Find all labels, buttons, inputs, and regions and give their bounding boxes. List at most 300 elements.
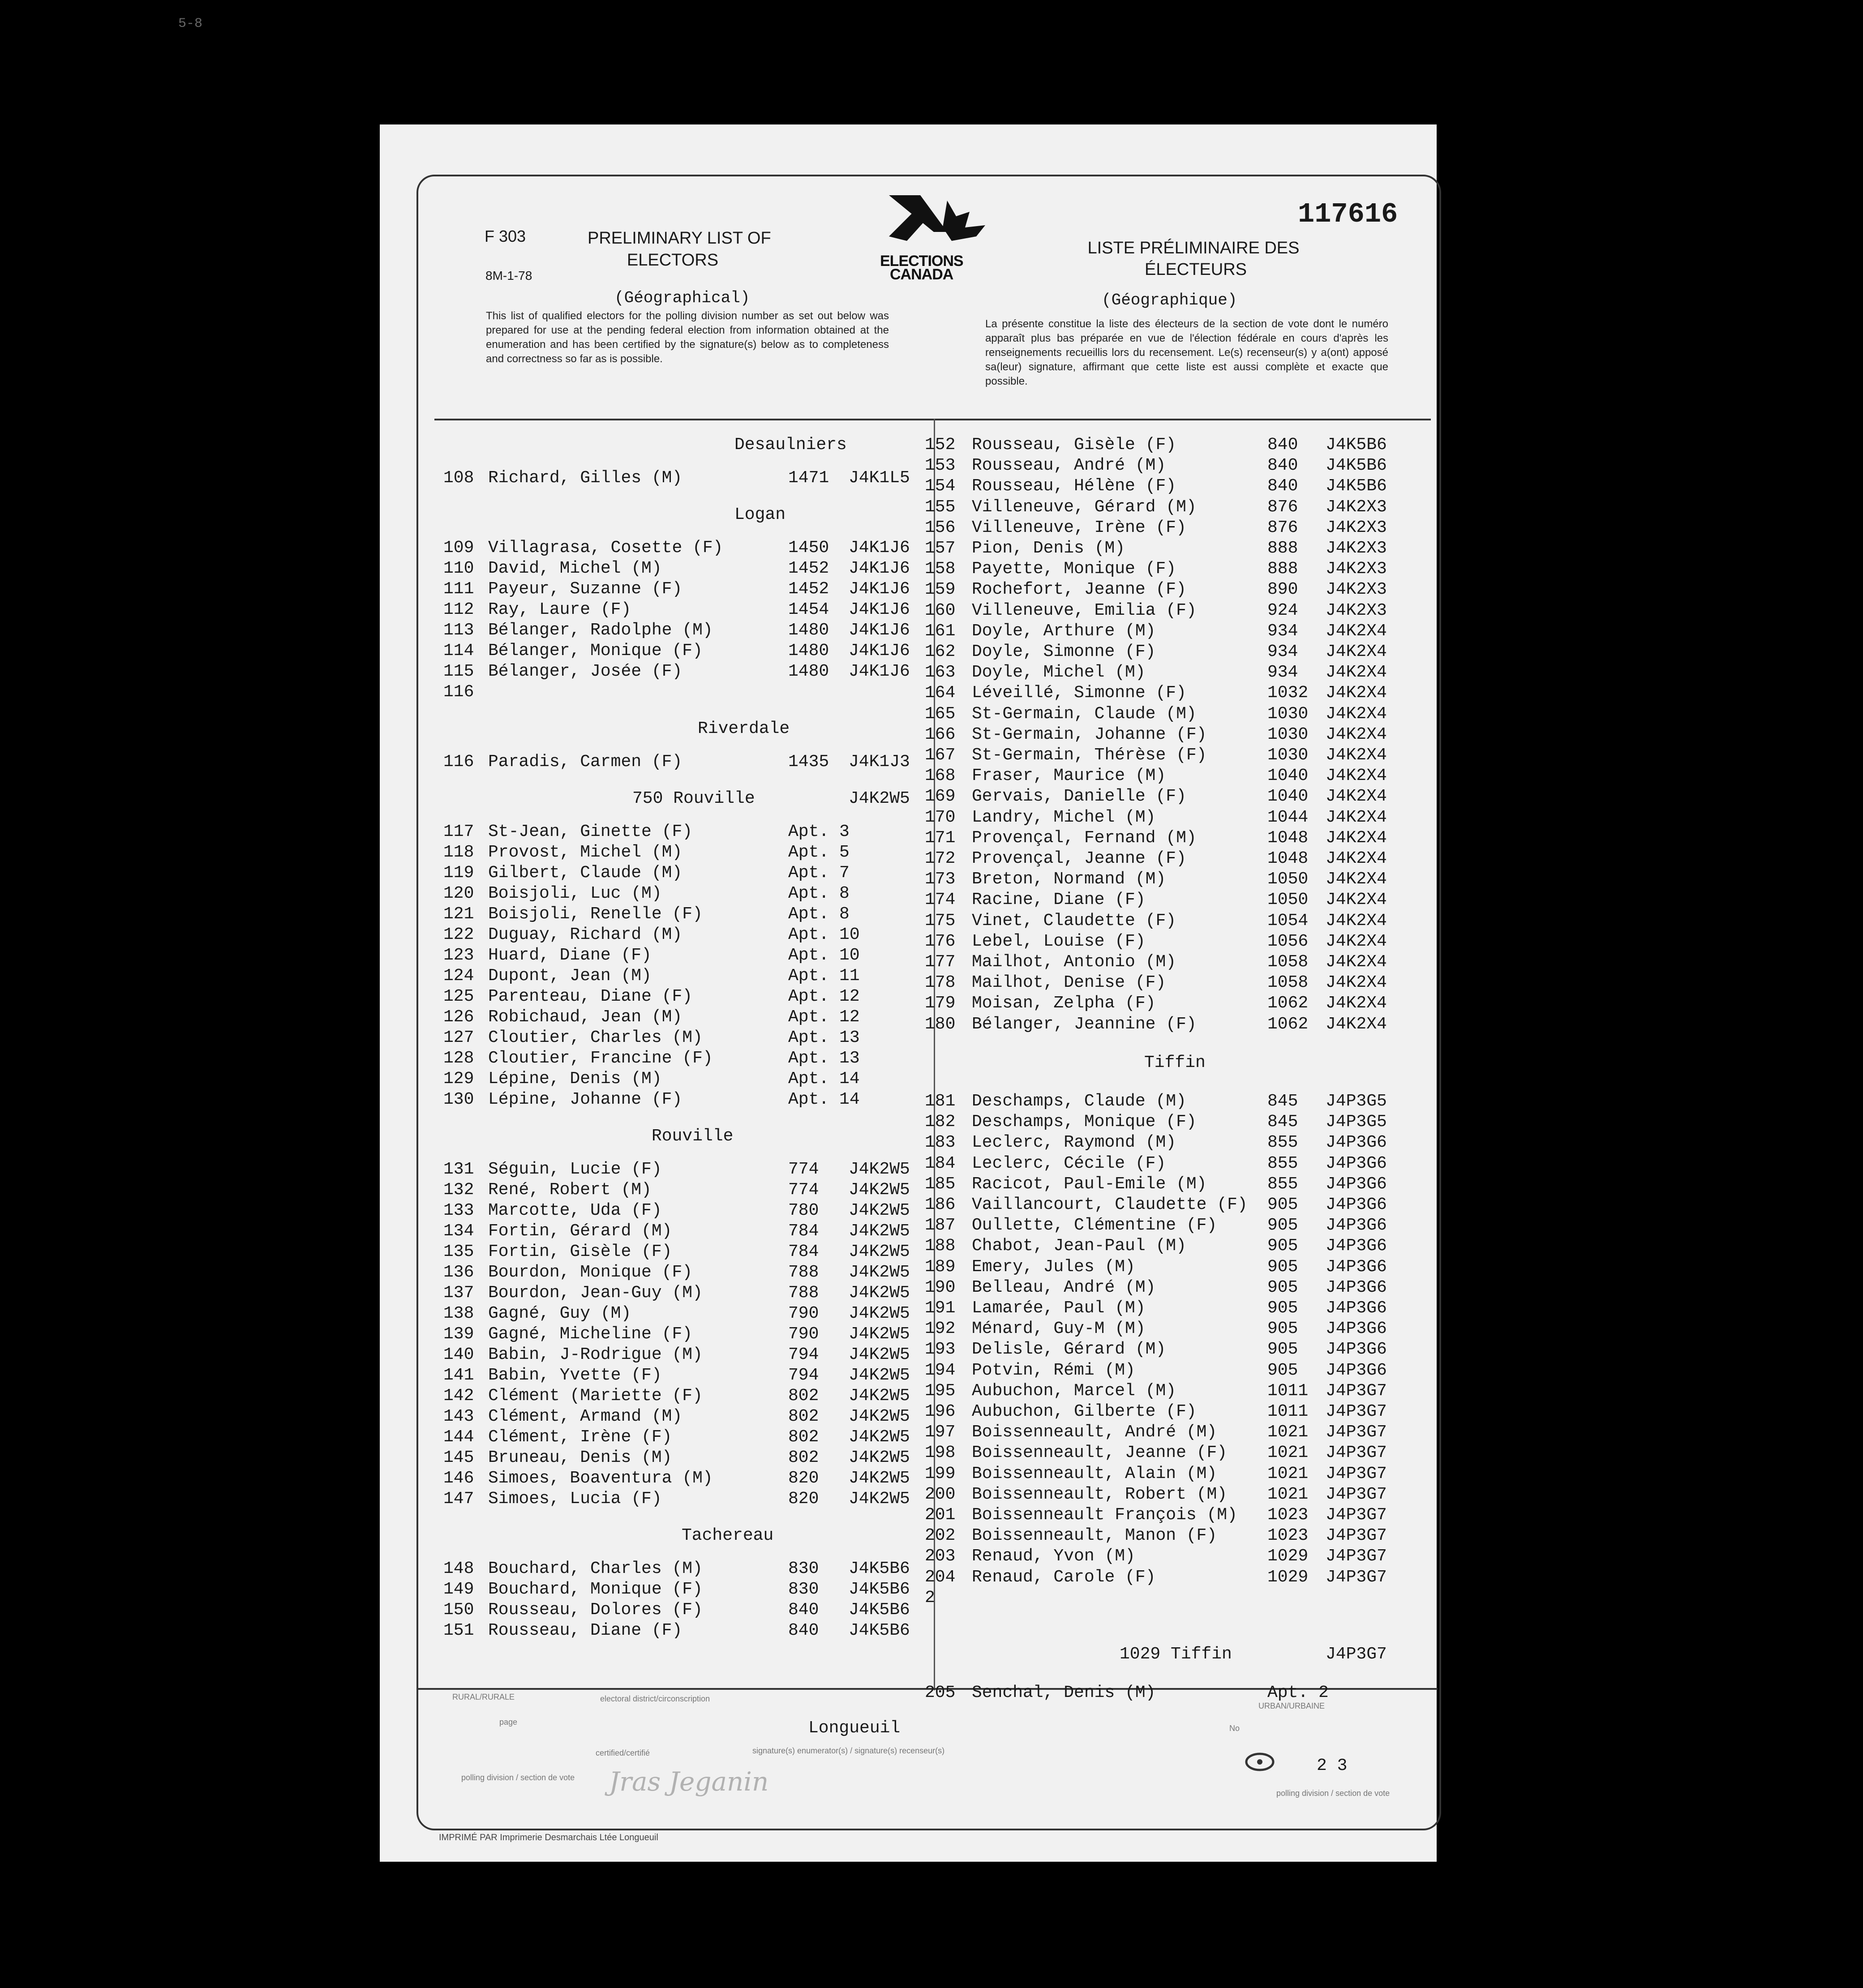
entry-name: Simoes, Boaventura (M) bbox=[488, 1469, 713, 1488]
entry-address: 1032 bbox=[1267, 683, 1309, 703]
entry-number: 179 bbox=[925, 994, 956, 1013]
entry-address: 905 bbox=[1267, 1319, 1298, 1339]
logo-line2: CANADA bbox=[890, 266, 953, 283]
entry-number: 185 bbox=[925, 1174, 956, 1194]
entry-address: 1023 bbox=[1267, 1505, 1309, 1525]
entry-postal-code: J4K2W5 bbox=[849, 1407, 910, 1426]
entry-postal-code: J4K2X3 bbox=[1326, 600, 1387, 620]
entry-name: Ray, Laure (F) bbox=[488, 600, 631, 619]
entry-postal-code: J4P3G7 bbox=[1326, 1484, 1387, 1504]
entry-postal-code: J4K2W5 bbox=[849, 1283, 910, 1302]
certified-label: certified/certifié bbox=[596, 1748, 650, 1757]
entry-name: Emery, Jules (M) bbox=[972, 1257, 1135, 1277]
entry-address: 840 bbox=[1267, 435, 1298, 454]
entry-postal-code: J4K5B6 bbox=[849, 1600, 910, 1620]
entry-postal-code: J4K5B6 bbox=[849, 1621, 910, 1640]
entry-name: Dupont, Jean (M) bbox=[488, 966, 652, 985]
entry-number: 141 bbox=[443, 1366, 474, 1385]
entry-number: 178 bbox=[925, 973, 956, 993]
entry-name: Leclerc, Cécile (F) bbox=[972, 1153, 1166, 1173]
entry-name: Senchal, Denis (M) bbox=[972, 1683, 1156, 1703]
entry-postal-code: J4K2X4 bbox=[1326, 911, 1387, 930]
entry-address: 788 bbox=[788, 1263, 819, 1282]
entry-postal-code: J4K2W5 bbox=[849, 1263, 910, 1282]
entry-address: Apt. 2 bbox=[1267, 1683, 1329, 1703]
entry-number: 136 bbox=[443, 1263, 474, 1282]
entry-number: 122 bbox=[443, 925, 474, 944]
entry-postal-code: J4K2X4 bbox=[1326, 952, 1387, 972]
entry-address: 1011 bbox=[1267, 1381, 1309, 1401]
entry-postal-code: J4K2X3 bbox=[1326, 518, 1387, 537]
entry-address: 840 bbox=[788, 1621, 819, 1640]
entry-name: Oullette, Clémentine (F) bbox=[972, 1216, 1217, 1235]
entry-number: 151 bbox=[443, 1621, 474, 1640]
entry-number: 123 bbox=[443, 946, 474, 965]
entry-number: 158 bbox=[925, 559, 956, 579]
entry-postal-code: J4K1J6 bbox=[849, 662, 910, 681]
entry-address: Apt. 13 bbox=[788, 1028, 860, 1047]
entry-address: 876 bbox=[1267, 518, 1298, 537]
entry-postal-code: J4K2X4 bbox=[1326, 828, 1387, 848]
entry-name: Renaud, Yvon (M) bbox=[972, 1547, 1135, 1566]
entry-name: Bélanger, Jeannine (F) bbox=[972, 1014, 1197, 1034]
entry-number: 176 bbox=[925, 931, 956, 951]
entry-address: Apt. 7 bbox=[788, 863, 850, 883]
entry-number: 163 bbox=[925, 663, 956, 682]
entry-postal-code: J4K2W5 bbox=[849, 1160, 910, 1179]
entry-address: 790 bbox=[788, 1304, 819, 1323]
entry-number: 130 bbox=[443, 1090, 474, 1109]
entry-number: 147 bbox=[443, 1489, 474, 1508]
entry-number: 127 bbox=[443, 1028, 474, 1047]
entry-name: St-Germain, Johanne (F) bbox=[972, 724, 1207, 744]
title-en-line1: PRELIMINARY LIST OF bbox=[588, 229, 771, 248]
entry-postal-code: J4P3G7 bbox=[1326, 1422, 1387, 1442]
entry-postal-code: J4P3G6 bbox=[1326, 1195, 1387, 1214]
signature-label: signature(s) enumerator(s) / signature(s) recenseur(s) bbox=[752, 1746, 945, 1755]
entry-name: Aubuchon, Marcel (M) bbox=[972, 1381, 1176, 1401]
entry-address: 1030 bbox=[1267, 746, 1309, 765]
entry-postal-code: J4P3G6 bbox=[1326, 1133, 1387, 1153]
entry-address: 876 bbox=[1267, 497, 1298, 517]
entry-name: Richard, Gilles (M) bbox=[488, 468, 683, 488]
entry-number: 203 bbox=[925, 1547, 956, 1566]
entry-number: 200 bbox=[925, 1484, 956, 1504]
entry-number: 160 bbox=[925, 600, 956, 620]
entry-name: Villeneuve, Emilia (F) bbox=[972, 600, 1197, 620]
entry-name: Boissenneault, André (M) bbox=[972, 1422, 1217, 1442]
entry-name: Racicot, Paul-Emile (M) bbox=[972, 1174, 1207, 1194]
entry-address: Apt. 11 bbox=[788, 966, 860, 985]
rural-label: RURAL/RURALE bbox=[452, 1692, 515, 1701]
entry-name: Simoes, Lucia (F) bbox=[488, 1489, 662, 1508]
description-en: This list of qualified electors for the polling division number as set out below was prepared for use at the pending federal election from information obtained at the enumeration and has been certified by the signature(s) below as to completeness and correctness so far as is possible. bbox=[486, 310, 889, 365]
entry-postal-code: J4K2W5 bbox=[849, 1448, 910, 1467]
entry-postal-code: J4K2W5 bbox=[849, 1427, 910, 1447]
entry-name: Cloutier, Francine (F) bbox=[488, 1049, 713, 1068]
entry-number: 116 bbox=[443, 752, 474, 771]
entry-number: 111 bbox=[443, 579, 474, 599]
entry-address: 1480 bbox=[788, 621, 829, 640]
street-heading: Tiffin bbox=[1144, 1053, 1206, 1072]
entry-number: 188 bbox=[925, 1236, 956, 1256]
entry-name: Duguay, Richard (M) bbox=[488, 925, 683, 944]
entry-address: 905 bbox=[1267, 1216, 1298, 1235]
entry-name: Cloutier, Charles (M) bbox=[488, 1028, 703, 1047]
entry-name: Huard, Diane (F) bbox=[488, 946, 652, 965]
entry-address: Apt. 8 bbox=[788, 904, 850, 924]
entry-address: 905 bbox=[1267, 1340, 1298, 1359]
entry-name: René, Robert (M) bbox=[488, 1180, 652, 1200]
entry-name: Lamarée, Paul (M) bbox=[972, 1298, 1146, 1318]
entry-address: 1452 bbox=[788, 559, 829, 578]
entry-postal-code: J4K2W5 bbox=[849, 1242, 910, 1261]
entry-number: 191 bbox=[925, 1298, 956, 1318]
street-postal-code: J4P3G7 bbox=[1326, 1645, 1387, 1664]
entry-postal-code: J4K2X3 bbox=[1326, 559, 1387, 579]
entry-name: Villagrasa, Cosette (F) bbox=[488, 538, 723, 557]
entry-address: Apt. 8 bbox=[788, 884, 850, 903]
entry-name: Boissenneault, Robert (M) bbox=[972, 1484, 1228, 1504]
entry-address: 1021 bbox=[1267, 1464, 1309, 1483]
entry-number: 182 bbox=[925, 1112, 956, 1132]
entry-number: 142 bbox=[443, 1386, 474, 1405]
entry-address: 1011 bbox=[1267, 1402, 1309, 1421]
entry-postal-code: J4P3G6 bbox=[1326, 1277, 1387, 1297]
entry-postal-code: J4P3G6 bbox=[1326, 1340, 1387, 1359]
entry-name: Delisle, Gérard (M) bbox=[972, 1340, 1166, 1359]
entry-postal-code: J4K2X4 bbox=[1326, 683, 1387, 703]
entry-number: 180 bbox=[925, 1014, 956, 1034]
entry-postal-code: J4K2X3 bbox=[1326, 497, 1387, 517]
entry-postal-code: J4K5B6 bbox=[1326, 456, 1387, 476]
street-heading: Tachereau bbox=[682, 1526, 774, 1545]
entry-name: Rousseau, Gisèle (F) bbox=[972, 435, 1176, 454]
entry-address: 794 bbox=[788, 1366, 819, 1385]
entry-number: 164 bbox=[925, 683, 956, 703]
entry-address: 905 bbox=[1267, 1298, 1298, 1318]
entry-name: Parenteau, Diane (F) bbox=[488, 987, 693, 1006]
entry-name: Boisjoli, Luc (M) bbox=[488, 884, 662, 903]
entry-address: 840 bbox=[1267, 456, 1298, 476]
entry-name: Bouchard, Monique (F) bbox=[488, 1580, 703, 1599]
entry-number: 148 bbox=[443, 1559, 474, 1578]
entry-name: Aubuchon, Gilberte (F) bbox=[972, 1402, 1197, 1421]
entry-address: 1048 bbox=[1267, 849, 1309, 868]
entry-postal-code: J4K2X3 bbox=[1326, 539, 1387, 558]
entry-number: 167 bbox=[925, 746, 956, 765]
entry-postal-code: J4K1J6 bbox=[849, 579, 910, 599]
entry-name: Leclerc, Raymond (M) bbox=[972, 1133, 1176, 1153]
entry-address: Apt. 3 bbox=[788, 822, 850, 841]
entry-name: Lépine, Johanne (F) bbox=[488, 1090, 683, 1109]
entry-name: Fortin, Gérard (M) bbox=[488, 1221, 672, 1241]
entry-address: 794 bbox=[788, 1345, 819, 1364]
entry-name: Gervais, Danielle (F) bbox=[972, 787, 1186, 806]
entry-address: 934 bbox=[1267, 663, 1298, 682]
entry-postal-code: J4P3G6 bbox=[1326, 1236, 1387, 1256]
entry-number: 190 bbox=[925, 1277, 956, 1297]
description-fr: La présente constitue la liste des électeurs de la section de vote dont le numéro apparaît plus bas préparée en vue de l'élection fédérale en cours d'après les renseignements recueillis lors du recensement. Le(s) recenseur(s) y a(ont) apposé sa(leur) signature, affirmant que cette liste est aussi complète et exacte que possible. bbox=[985, 318, 1388, 387]
entry-postal-code: J4K5B6 bbox=[1326, 435, 1387, 454]
entry-number: 161 bbox=[925, 621, 956, 641]
entry-name: Paradis, Carmen (F) bbox=[488, 752, 683, 771]
entry-address: Apt. 13 bbox=[788, 1049, 860, 1068]
street-heading: Logan bbox=[734, 505, 786, 524]
entry-postal-code: J4K2W5 bbox=[849, 1469, 910, 1488]
entry-postal-code: J4K2W5 bbox=[849, 1201, 910, 1220]
entry-number: 159 bbox=[925, 580, 956, 600]
entry-name: Doyle, Arthure (M) bbox=[972, 621, 1156, 641]
entry-number: 195 bbox=[925, 1381, 956, 1401]
form-code: F 303 bbox=[485, 227, 526, 245]
entry-name: Doyle, Simonne (F) bbox=[972, 642, 1156, 661]
entry-address: 1029 bbox=[1267, 1547, 1309, 1566]
entry-number: 125 bbox=[443, 987, 474, 1006]
entry-name: Clément (Mariette (F) bbox=[488, 1386, 703, 1405]
entry-postal-code: J4K1J6 bbox=[849, 538, 910, 557]
entry-name: Lépine, Denis (M) bbox=[488, 1069, 662, 1088]
entry-address: 905 bbox=[1267, 1236, 1298, 1256]
entry-name: Payette, Monique (F) bbox=[972, 559, 1176, 579]
polling-division-label-right: polling division / section de vote bbox=[1276, 1789, 1390, 1798]
entry-postal-code: J4K2X4 bbox=[1326, 663, 1387, 682]
entry-number: 199 bbox=[925, 1464, 956, 1483]
entry-number: 138 bbox=[443, 1304, 474, 1323]
entry-number: 132 bbox=[443, 1180, 474, 1200]
entry-name: Robichaud, Jean (M) bbox=[488, 1007, 683, 1027]
entry-number: 196 bbox=[925, 1402, 956, 1421]
entry-name: Rousseau, André (M) bbox=[972, 456, 1166, 476]
entry-address: 788 bbox=[788, 1283, 819, 1302]
entry-postal-code: J4K2X4 bbox=[1326, 724, 1387, 744]
entry-name: Rousseau, Dolores (F) bbox=[488, 1600, 703, 1620]
entry-address: 820 bbox=[788, 1489, 819, 1508]
entry-address: 1062 bbox=[1267, 994, 1309, 1013]
entry-name: Gagné, Micheline (F) bbox=[488, 1324, 693, 1344]
entry-address: 774 bbox=[788, 1180, 819, 1200]
entry-number: 168 bbox=[925, 766, 956, 786]
entry-address: 1030 bbox=[1267, 704, 1309, 724]
entry-number: 197 bbox=[925, 1422, 956, 1442]
entry-name: Rochefort, Jeanne (F) bbox=[972, 580, 1186, 600]
entry-address: 1062 bbox=[1267, 1014, 1309, 1034]
entry-postal-code: J4K2W5 bbox=[849, 1345, 910, 1364]
entry-number: 108 bbox=[443, 468, 474, 488]
entry-number: 174 bbox=[925, 890, 956, 910]
entry-address: 905 bbox=[1267, 1195, 1298, 1214]
entry-number: 115 bbox=[443, 662, 474, 681]
serial-number: 117616 bbox=[1298, 198, 1398, 230]
entry-address: 845 bbox=[1267, 1112, 1298, 1132]
entry-address: 1054 bbox=[1267, 911, 1309, 930]
entry-number: 146 bbox=[443, 1469, 474, 1488]
entry-name: Mailhot, Denise (F) bbox=[972, 973, 1166, 993]
entry-name: Belleau, André (M) bbox=[972, 1277, 1156, 1297]
entry-address: 1030 bbox=[1267, 724, 1309, 744]
entry-name: Bélanger, Josée (F) bbox=[488, 662, 683, 681]
entry-postal-code: J4K5B6 bbox=[849, 1559, 910, 1578]
entry-address: 1050 bbox=[1267, 890, 1309, 910]
entry-name: Pion, Denis (M) bbox=[972, 539, 1125, 558]
entry-address: 888 bbox=[1267, 559, 1298, 579]
entry-number: 170 bbox=[925, 807, 956, 827]
entry-address: 1023 bbox=[1267, 1526, 1309, 1546]
entry-address: Apt. 14 bbox=[788, 1069, 860, 1088]
entry-address: 830 bbox=[788, 1580, 819, 1599]
entry-name: Villeneuve, Gérard (M) bbox=[972, 497, 1197, 517]
entry-address: 1021 bbox=[1267, 1484, 1309, 1504]
entry-address: 924 bbox=[1267, 600, 1298, 620]
entry-name: Boissenneault, Manon (F) bbox=[972, 1526, 1217, 1546]
entry-name: Fraser, Maurice (M) bbox=[972, 766, 1166, 786]
entry-number: 118 bbox=[443, 843, 474, 862]
electoral-district: Longueuil bbox=[808, 1718, 901, 1738]
urban-label: URBAN/URBAINE bbox=[1258, 1701, 1325, 1710]
entry-name: Bouchard, Charles (M) bbox=[488, 1559, 703, 1578]
entry-number: 166 bbox=[925, 724, 956, 744]
entry-name: Boissenneault François (M) bbox=[972, 1505, 1237, 1525]
entry-postal-code: J4K5B6 bbox=[849, 1580, 910, 1599]
street-postal-code: J4K2W5 bbox=[849, 789, 910, 808]
entry-address: 1058 bbox=[1267, 952, 1309, 972]
entry-address: 845 bbox=[1267, 1092, 1298, 1111]
entry-name: Gilbert, Claude (M) bbox=[488, 863, 683, 883]
corner-marks: 5-8 bbox=[178, 16, 203, 31]
entry-postal-code: J4K2X4 bbox=[1326, 642, 1387, 661]
entry-address: 830 bbox=[788, 1559, 819, 1578]
entry-address: 1480 bbox=[788, 641, 829, 660]
entry-postal-code: J4K2W5 bbox=[849, 1386, 910, 1405]
entry-number: 181 bbox=[925, 1092, 956, 1111]
entry-name: Racine, Diane (F) bbox=[972, 890, 1146, 910]
entry-name: Clément, Armand (M) bbox=[488, 1407, 683, 1426]
entry-postal-code: J4K5B6 bbox=[1326, 476, 1387, 496]
entry-name: Moisan, Zelpha (F) bbox=[972, 994, 1156, 1013]
entry-address: Apt. 10 bbox=[788, 946, 860, 965]
entry-address: 905 bbox=[1267, 1277, 1298, 1297]
entry-postal-code: J4K2W5 bbox=[849, 1489, 910, 1508]
entry-address: 855 bbox=[1267, 1133, 1298, 1153]
entry-number: 187 bbox=[925, 1216, 956, 1235]
entry-address: 784 bbox=[788, 1242, 819, 1261]
entry-number: 177 bbox=[925, 952, 956, 972]
entry-number: 172 bbox=[925, 849, 956, 868]
entry-postal-code: J4P3G7 bbox=[1326, 1443, 1387, 1463]
entry-address: 1050 bbox=[1267, 870, 1309, 889]
entry-name: Landry, Michel (M) bbox=[972, 807, 1156, 827]
entry-postal-code: J4K2X4 bbox=[1326, 931, 1387, 951]
entry-postal-code: J4K2X4 bbox=[1326, 890, 1387, 910]
entry-postal-code: J4P3G5 bbox=[1326, 1112, 1387, 1132]
entry-postal-code: J4P3G7 bbox=[1326, 1567, 1387, 1587]
entry-number: 112 bbox=[443, 600, 474, 619]
entry-postal-code: J4P3G6 bbox=[1326, 1174, 1387, 1194]
entry-name: Deschamps, Monique (F) bbox=[972, 1112, 1197, 1132]
entry-name: Léveillé, Simonne (F) bbox=[972, 683, 1186, 703]
entry-postal-code: J4K2X4 bbox=[1326, 807, 1387, 827]
entry-postal-code: J4K1J6 bbox=[849, 621, 910, 640]
entry-number: 155 bbox=[925, 497, 956, 517]
entry-number: 119 bbox=[443, 863, 474, 883]
entry-number: 171 bbox=[925, 828, 956, 848]
entry-postal-code: J4K2W5 bbox=[849, 1304, 910, 1323]
entry-address: 840 bbox=[788, 1600, 819, 1620]
entry-number: 189 bbox=[925, 1257, 956, 1277]
entry-name: Provost, Michel (M) bbox=[488, 843, 683, 862]
entry-number: 186 bbox=[925, 1195, 956, 1214]
entry-postal-code: J4K1J6 bbox=[849, 641, 910, 660]
entry-number: 175 bbox=[925, 911, 956, 930]
entry-postal-code: J4K2X4 bbox=[1326, 746, 1387, 765]
entry-address: 855 bbox=[1267, 1153, 1298, 1173]
entry-name: Boissenneault, Jeanne (F) bbox=[972, 1443, 1228, 1463]
subtitle-en: (Géographical) bbox=[614, 289, 750, 307]
entry-name: Payeur, Suzanne (F) bbox=[488, 579, 683, 599]
entry-number: 193 bbox=[925, 1340, 956, 1359]
entry-postal-code: J4K1J6 bbox=[849, 559, 910, 578]
entry-number: 183 bbox=[925, 1133, 956, 1153]
entry-postal-code: J4P3G6 bbox=[1326, 1360, 1387, 1380]
entry-name: Potvin, Rémi (M) bbox=[972, 1360, 1135, 1380]
entry-address: 1021 bbox=[1267, 1443, 1309, 1463]
entry-postal-code: J4K2X4 bbox=[1326, 994, 1387, 1013]
number-label: No bbox=[1229, 1724, 1240, 1733]
entry-name: Chabot, Jean-Paul (M) bbox=[972, 1236, 1186, 1256]
entry-postal-code: J4K2X4 bbox=[1326, 787, 1387, 806]
entry-postal-code: J4K2W5 bbox=[849, 1366, 910, 1385]
entry-name: Ménard, Guy-M (M) bbox=[972, 1319, 1146, 1339]
entry-number: 192 bbox=[925, 1319, 956, 1339]
entry-address: 890 bbox=[1267, 580, 1298, 600]
entry-name: Doyle, Michel (M) bbox=[972, 663, 1146, 682]
entry-address: 1480 bbox=[788, 662, 829, 681]
entry-name: Vaillancourt, Claudette (F) bbox=[972, 1195, 1248, 1214]
entry-address: Apt. 5 bbox=[788, 843, 850, 862]
district-label: electoral district/circonscription bbox=[600, 1694, 710, 1703]
entry-postal-code: J4K1L5 bbox=[849, 468, 910, 488]
entry-address: 1029 bbox=[1267, 1567, 1309, 1587]
entry-address: 1048 bbox=[1267, 828, 1309, 848]
entry-number: 153 bbox=[925, 456, 956, 476]
entry-postal-code: J4P3G5 bbox=[1326, 1092, 1387, 1111]
entry-number: 140 bbox=[443, 1345, 474, 1364]
entry-name: Boisjoli, Renelle (F) bbox=[488, 904, 703, 924]
entry-postal-code: J4K1J3 bbox=[849, 752, 910, 771]
entry-address: 802 bbox=[788, 1427, 819, 1447]
entry-number: 204 bbox=[925, 1567, 956, 1587]
entry-number: 143 bbox=[443, 1407, 474, 1426]
entry-address: 934 bbox=[1267, 621, 1298, 641]
entry-name: Provençal, Fernand (M) bbox=[972, 828, 1197, 848]
entry-postal-code: J4P3G6 bbox=[1326, 1153, 1387, 1173]
street-heading: Riverdale bbox=[698, 719, 790, 738]
entry-postal-code: J4P3G7 bbox=[1326, 1526, 1387, 1546]
entry-name: Renaud, Carole (F) bbox=[972, 1567, 1156, 1587]
entry-address: Apt. 12 bbox=[788, 1007, 860, 1027]
entry-address: 855 bbox=[1267, 1174, 1298, 1194]
entry-postal-code: J4P3G6 bbox=[1326, 1319, 1387, 1339]
entry-number: 169 bbox=[925, 787, 956, 806]
entry-address: 1471 bbox=[788, 468, 829, 488]
entry-number: 124 bbox=[443, 966, 474, 985]
entry-number: 121 bbox=[443, 904, 474, 924]
entry-postal-code: J4K2X4 bbox=[1326, 621, 1387, 641]
form-date: 8M-1-78 bbox=[485, 269, 532, 283]
entry-address: Apt. 10 bbox=[788, 925, 860, 944]
entry-address: 1040 bbox=[1267, 787, 1309, 806]
entry-address: 1452 bbox=[788, 579, 829, 599]
